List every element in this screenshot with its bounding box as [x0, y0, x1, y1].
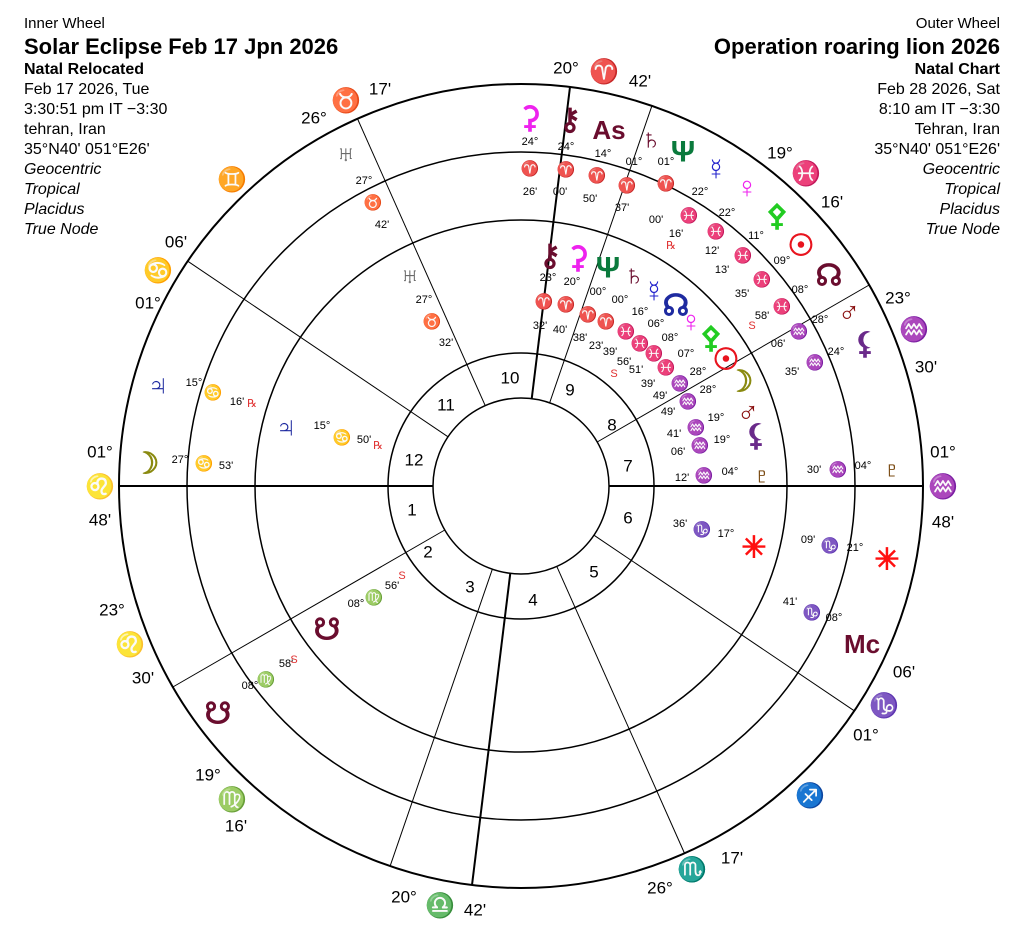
outer-midheaven-minutes: 41' — [782, 596, 798, 608]
inner-vertex-minutes: 36' — [672, 518, 688, 530]
house-number-1: 1 — [407, 500, 417, 520]
outer-wheel-caption: Outer Wheel — [915, 15, 1000, 32]
outer-saturn-minutes: 37' — [614, 202, 630, 214]
outer-venus-asteroid-glyph: ⚳ — [519, 101, 541, 135]
cusp-c6-sign: ♐ — [795, 782, 825, 810]
outer-pallas-minutes: 13' — [714, 264, 730, 276]
inner-node-minutes: 56' — [616, 356, 632, 368]
outer-jupiter-sign: ♋ — [203, 384, 223, 402]
inner-pluto-minutes: 12' — [674, 472, 690, 484]
outer-mercury-degree: 22° — [691, 186, 709, 198]
inner-sun-minutes: 49' — [652, 390, 668, 402]
inner-moon-glyph: ☽ — [726, 365, 754, 399]
inner-vertex — [673, 518, 767, 565]
outer-uranus-sign: ♉ — [363, 194, 383, 212]
inner-neptune-glyph: Ψ — [595, 251, 621, 285]
inner-uranus-minutes: 32' — [438, 337, 454, 349]
outer-south-node-sign: ♍ — [256, 671, 276, 689]
outer-mercury-retrograde: ℞ — [666, 240, 676, 252]
inner-pallas-degree: 07° — [677, 348, 695, 360]
cusp-c2-minutes: 30' — [131, 668, 155, 688]
inner-jupiter-degree: 15° — [313, 420, 331, 432]
outer-mars-glyph: ♂ — [837, 295, 861, 329]
inner-jupiter-retrograde: ℞ — [373, 440, 383, 452]
outer-setting-zodiac: Tropical — [944, 181, 1000, 198]
outer-chiron-glyph: ⚷ — [559, 103, 581, 137]
cusp-asc-degree: 01° — [87, 442, 113, 462]
outer-chiron-minutes: 00' — [552, 186, 568, 198]
inner-uranus-glyph: ♅ — [398, 259, 422, 293]
inner-node-degree: 06° — [647, 318, 665, 330]
outer-moon-minutes: 53' — [218, 460, 234, 472]
outer-moon-sign: ♋ — [194, 455, 214, 473]
inner-mercury-glyph: ☿ — [642, 275, 666, 309]
cusp-c3-minutes: 16' — [224, 816, 248, 836]
cusp-c12-sign: ♋ — [143, 257, 173, 285]
outer-south-node — [205, 654, 298, 731]
outer-saturn-glyph: ♄ — [639, 123, 663, 157]
outer-moon-glyph: ☽ — [132, 447, 160, 481]
inner-neptune-sign: ♈ — [578, 306, 598, 324]
outer-lilith-glyph: ⚸ — [854, 327, 876, 361]
inner-pallas-minutes: 39' — [640, 378, 656, 390]
outer-vertex-glyph: ✳ — [874, 543, 900, 577]
inner-south-node-glyph: ☋ — [313, 613, 341, 647]
inner-mars-minutes: 41' — [666, 428, 682, 440]
outer-neptune-glyph: Ψ — [670, 135, 696, 169]
inner-lilith-minutes: 06' — [670, 446, 686, 458]
outer-vertex-degree: 21° — [846, 542, 864, 554]
inner-lilith-degree: 19° — [713, 434, 731, 446]
outer-lilith-degree: 24° — [827, 346, 845, 358]
inner-venus-asteroid-glyph: ⚳ — [567, 241, 589, 275]
inner-venus-glyph: ♀ — [679, 305, 703, 339]
outer-pluto-minutes: 30' — [806, 464, 822, 476]
outer-chart-title: Operation roaring lion 2026 — [713, 34, 1000, 59]
inner-saturn-glyph: ♄ — [622, 259, 646, 293]
cusp-c5-degree: 26° — [647, 878, 673, 898]
outer-neptune-degree: 01° — [657, 156, 675, 168]
outer-pallas-glyph: ⚴ — [766, 199, 788, 233]
inner-neptune-minutes: 38' — [572, 332, 588, 344]
inner-wheel-caption: Inner Wheel — [24, 15, 105, 32]
inner-south-node — [314, 570, 406, 647]
outer-uranus — [335, 138, 389, 232]
house-number-4: 4 — [528, 590, 538, 610]
house-cusp-lines — [119, 87, 923, 885]
outer-chart-time: 8:10 am IT −3:30 — [878, 101, 1000, 118]
cusp-dsc-sign: ♒ — [928, 473, 958, 501]
outer-pluto-glyph: ♇ — [880, 453, 904, 487]
outer-venus-glyph: ♀ — [735, 171, 759, 205]
house-cusp-line-4 — [472, 573, 510, 885]
outer-node-glyph: ☊ — [815, 259, 843, 293]
inner-chart-coords: 35°N40' 051°E26' — [24, 141, 150, 158]
cusp-ic-degree: 20° — [391, 887, 417, 907]
house-cusp-line-3 — [390, 569, 492, 866]
outer-midheaven-glyph: Mc — [843, 629, 881, 659]
inner-lilith-sign: ♒ — [690, 437, 710, 455]
outer-venus-sign: ♓ — [706, 223, 726, 241]
house-number-8: 8 — [607, 415, 617, 435]
inner-pluto — [675, 460, 773, 493]
cusp-gemini-sign: ♊ — [217, 166, 247, 194]
cusp-c11-minutes: 17' — [368, 79, 392, 99]
house-cusp-line-2 — [173, 530, 445, 687]
house-number-9: 9 — [565, 380, 575, 400]
inner-chiron — [533, 240, 561, 333]
inner-setting-node: True Node — [24, 221, 99, 238]
inner-neptune-degree: 00° — [589, 286, 607, 298]
outer-jupiter-retrograde: ℞ — [247, 398, 257, 410]
inner-lilith — [671, 420, 767, 459]
outer-setting-node: True Node — [925, 221, 1000, 238]
outer-saturn-sign: ♈ — [617, 177, 637, 195]
outer-mars-minutes: 06' — [770, 338, 786, 350]
inner-vertex-glyph: ✳ — [741, 531, 767, 565]
outer-midheaven — [783, 596, 880, 659]
inner-node-glyph: ☊ — [662, 289, 690, 323]
outer-sun-minutes: 35' — [734, 288, 750, 300]
inner-saturn-degree: 00° — [611, 294, 629, 306]
inner-jupiter-glyph: ♃ — [274, 411, 298, 445]
cusp-c9-sign: ♓ — [791, 160, 821, 188]
inner-chiron-minutes: 32' — [532, 320, 548, 332]
inner-venus-asteroid-degree: 20° — [563, 276, 581, 288]
cusp-c2-sign: ♌ — [115, 631, 145, 659]
cusp-c11-sign: ♉ — [331, 87, 361, 115]
inner-vertex-sign: ♑ — [692, 521, 712, 539]
inner-mercury-sign: ♓ — [616, 323, 636, 341]
inner-south-node-minutes: 56' — [384, 580, 400, 592]
outer-venus-asteroid — [519, 102, 541, 199]
cusp-c11-degree: 26° — [301, 108, 327, 128]
inner-setting-zodiac: Tropical — [24, 181, 80, 198]
outer-setting-zodiac-frame: Geocentric — [922, 161, 1000, 178]
inner-setting-houses: Placidus — [24, 201, 85, 218]
cusp-ic-sign: ♎ — [425, 892, 455, 920]
inner-moon-minutes: 49' — [660, 406, 676, 418]
outer-mercury-sign: ♓ — [679, 207, 699, 225]
inner-mars-degree: 19° — [707, 412, 725, 424]
inner-chiron-degree: 23° — [539, 272, 557, 284]
outer-south-node-glyph: ☋ — [204, 697, 232, 731]
outer-node-minutes: 58' — [754, 310, 770, 322]
inner-chart-type: Natal Relocated — [24, 61, 145, 78]
cusp-mc-degree: 20° — [553, 58, 579, 78]
outer-uranus-minutes: 42' — [374, 219, 390, 231]
inner-node-sign: ♓ — [630, 335, 650, 353]
outer-saturn-degree: 01° — [625, 156, 643, 168]
outer-sun-sign: ♓ — [752, 271, 772, 289]
outer-venus-degree: 22° — [718, 207, 736, 219]
outer-chart-type: Natal Chart — [914, 61, 1000, 78]
inner-uranus-sign: ♉ — [422, 313, 442, 331]
house-number-3: 3 — [465, 577, 475, 597]
cusp-c3-degree: 19° — [195, 765, 221, 785]
cusp-mc-bottom-sign: ♑ — [869, 692, 899, 720]
outer-node-degree: 08° — [791, 284, 809, 296]
outer-mars-sign: ♒ — [789, 323, 809, 341]
cusp-mc-bottom-minutes: 01° — [853, 725, 879, 745]
outer-midheaven-degree: 08° — [825, 612, 843, 624]
house-cusp-line-6 — [594, 535, 854, 711]
outer-venus-asteroid-degree: 24° — [521, 136, 539, 148]
inner-jupiter — [275, 412, 383, 453]
house-number-10: 10 — [500, 368, 520, 388]
cusp-c12-minutes: 01° — [135, 293, 161, 313]
inner-mars-glyph: ♂ — [736, 395, 760, 429]
outer-jupiter-minutes: 16' — [229, 396, 245, 408]
outer-pluto-sign: ♒ — [828, 461, 848, 479]
outer-neptune-sign: ♈ — [656, 175, 676, 193]
inner-south-node-degree: 08° — [347, 598, 365, 610]
inner-moon-degree: 28° — [699, 384, 717, 396]
outer-south-node-degree: 08° — [241, 680, 259, 692]
inner-pallas-glyph: ⚴ — [700, 321, 722, 355]
cusp-c5-minutes: 17' — [720, 848, 744, 868]
outer-neptune-minutes: 00' — [648, 214, 664, 226]
outer-node-retrograde: S — [748, 320, 756, 332]
outer-ascendant-sign: ♈ — [587, 167, 607, 185]
cusp-mc-bottom-degree: 06' — [892, 662, 916, 682]
inner-venus-minutes: 51' — [628, 364, 644, 376]
cusp-dsc-minutes: 48' — [931, 512, 955, 532]
outer-venus-asteroid-sign: ♈ — [520, 160, 540, 178]
outer-midheaven-sign: ♑ — [802, 604, 822, 622]
inner-jupiter-sign: ♋ — [332, 429, 352, 447]
ring-5 — [433, 395, 609, 574]
cusp-c3-sign: ♍ — [217, 786, 247, 814]
cusp-c5-sign: ♏ — [677, 856, 707, 884]
inner-pallas-sign: ♓ — [656, 359, 676, 377]
inner-mercury-minutes: 39' — [602, 346, 618, 358]
outer-venus-asteroid-minutes: 26' — [522, 186, 538, 198]
inner-south-node-sign: ♍ — [364, 589, 384, 607]
outer-sun-glyph: ☉ — [787, 229, 815, 263]
outer-wheel-planets — [133, 102, 904, 731]
outer-mars-degree: 28° — [811, 314, 829, 326]
outer-south-node-minutes: 58' — [278, 658, 294, 670]
inner-pluto-glyph: ♇ — [750, 459, 774, 493]
cusp-c8-sign: ♒ — [899, 316, 929, 344]
outer-vertex-minutes: 09' — [800, 534, 816, 546]
inner-pluto-degree: 04° — [721, 466, 739, 478]
outer-chart-place: Tehran, Iran — [914, 121, 1000, 138]
inner-sun-glyph: ☉ — [712, 343, 740, 377]
outer-chart-coords: 35°N40' 051°E26' — [874, 141, 1000, 158]
house-number-12: 12 — [404, 450, 424, 470]
outer-uranus-glyph: ♅ — [334, 137, 358, 171]
outer-venus-minutes: 12' — [704, 245, 720, 257]
cusp-c8-minutes: 30' — [914, 357, 938, 377]
outer-setting-houses: Placidus — [939, 201, 1000, 218]
house-number-6: 6 — [623, 508, 633, 528]
house-number-5: 5 — [589, 562, 599, 582]
outer-ascendant-minutes: 50' — [582, 193, 598, 205]
cusp-ic-minutes: 42' — [463, 900, 487, 920]
outer-chiron-degree: 24° — [557, 141, 575, 153]
inner-vertex-degree: 17° — [717, 528, 735, 540]
outer-jupiter-glyph: ♃ — [146, 369, 170, 403]
outer-vertex-sign: ♑ — [820, 537, 840, 555]
inner-node-retrograde: S — [610, 368, 618, 380]
inner-chiron-sign: ♈ — [534, 293, 554, 311]
outer-pallas-sign: ♓ — [733, 247, 753, 265]
outer-mercury-glyph: ☿ — [704, 153, 728, 187]
cusp-c9-degree: 19° — [767, 143, 793, 163]
inner-venus-sign: ♓ — [644, 345, 664, 363]
inner-setting-zodiac-frame: Geocentric — [24, 161, 102, 178]
cusp-mc-sign: ♈ — [589, 58, 619, 86]
outer-mercury-minutes: 16' — [668, 228, 684, 240]
outer-node-sign: ♓ — [772, 298, 792, 316]
inner-uranus-degree: 27° — [415, 294, 433, 306]
inner-lilith-glyph: ⚸ — [745, 419, 767, 453]
house-number-7: 7 — [623, 456, 633, 476]
inner-saturn-minutes: 23' — [588, 340, 604, 352]
outer-moon-degree: 27° — [171, 454, 189, 466]
inner-sun-degree: 28° — [689, 366, 707, 378]
inner-sun-sign: ♒ — [670, 375, 690, 393]
cusp-c8-degree: 23° — [885, 288, 911, 308]
cusp-dsc-degree: 01° — [930, 442, 956, 462]
inner-moon-sign: ♒ — [678, 393, 698, 411]
inner-venus-asteroid-minutes: 40' — [552, 324, 568, 336]
inner-south-node-retrograde: S — [398, 570, 406, 582]
outer-pallas-degree: 11° — [748, 230, 764, 242]
outer-lilith-sign: ♒ — [805, 354, 825, 372]
inner-venus-asteroid-sign: ♈ — [556, 296, 576, 314]
cusp-c2-degree: 23° — [99, 600, 125, 620]
outer-chart-date: Feb 28 2026, Sat — [877, 81, 1000, 98]
cusp-mc-minutes: 42' — [628, 71, 652, 91]
inner-mars-sign: ♒ — [686, 419, 706, 437]
outer-pluto-degree: 04° — [854, 460, 872, 472]
cusp-asc-sign: ♌ — [85, 473, 115, 501]
outer-chiron — [553, 104, 581, 199]
inner-jupiter-minutes: 50' — [356, 434, 372, 446]
outer-sun-degree: 09° — [773, 255, 791, 267]
outer-moon — [133, 448, 234, 481]
inner-chart-time: 3:30:51 pm IT −3:30 — [24, 101, 168, 118]
outer-chiron-sign: ♈ — [556, 161, 576, 179]
cusp-c12-degree: 06' — [164, 232, 188, 252]
inner-pluto-sign: ♒ — [694, 467, 714, 485]
outer-jupiter-degree: 15° — [185, 377, 203, 389]
outer-ascendant-glyph: As — [592, 115, 626, 145]
outer-lilith-minutes: 35' — [784, 366, 800, 378]
inner-chart-date: Feb 17 2026, Tue — [24, 81, 150, 98]
outer-ascendant-degree: 14° — [594, 148, 612, 160]
outer-south-node-retrograde: S — [290, 654, 298, 666]
house-number-11: 11 — [437, 395, 455, 415]
inner-mercury-degree: 16° — [631, 306, 649, 318]
inner-venus-degree: 08° — [661, 332, 679, 344]
inner-saturn-sign: ♈ — [596, 313, 616, 331]
house-number-2: 2 — [423, 542, 433, 562]
cusp-asc-minutes: 48' — [88, 510, 112, 530]
inner-chart-title: Solar Eclipse Feb 17 Jpn 2026 — [24, 34, 339, 59]
cusp-c9-minutes: 16' — [820, 192, 844, 212]
inner-chart-place: tehran, Iran — [24, 121, 106, 138]
cusp-labels — [85, 58, 958, 920]
outer-uranus-degree: 27° — [355, 175, 373, 187]
inner-chiron-glyph: ⚷ — [539, 239, 561, 273]
